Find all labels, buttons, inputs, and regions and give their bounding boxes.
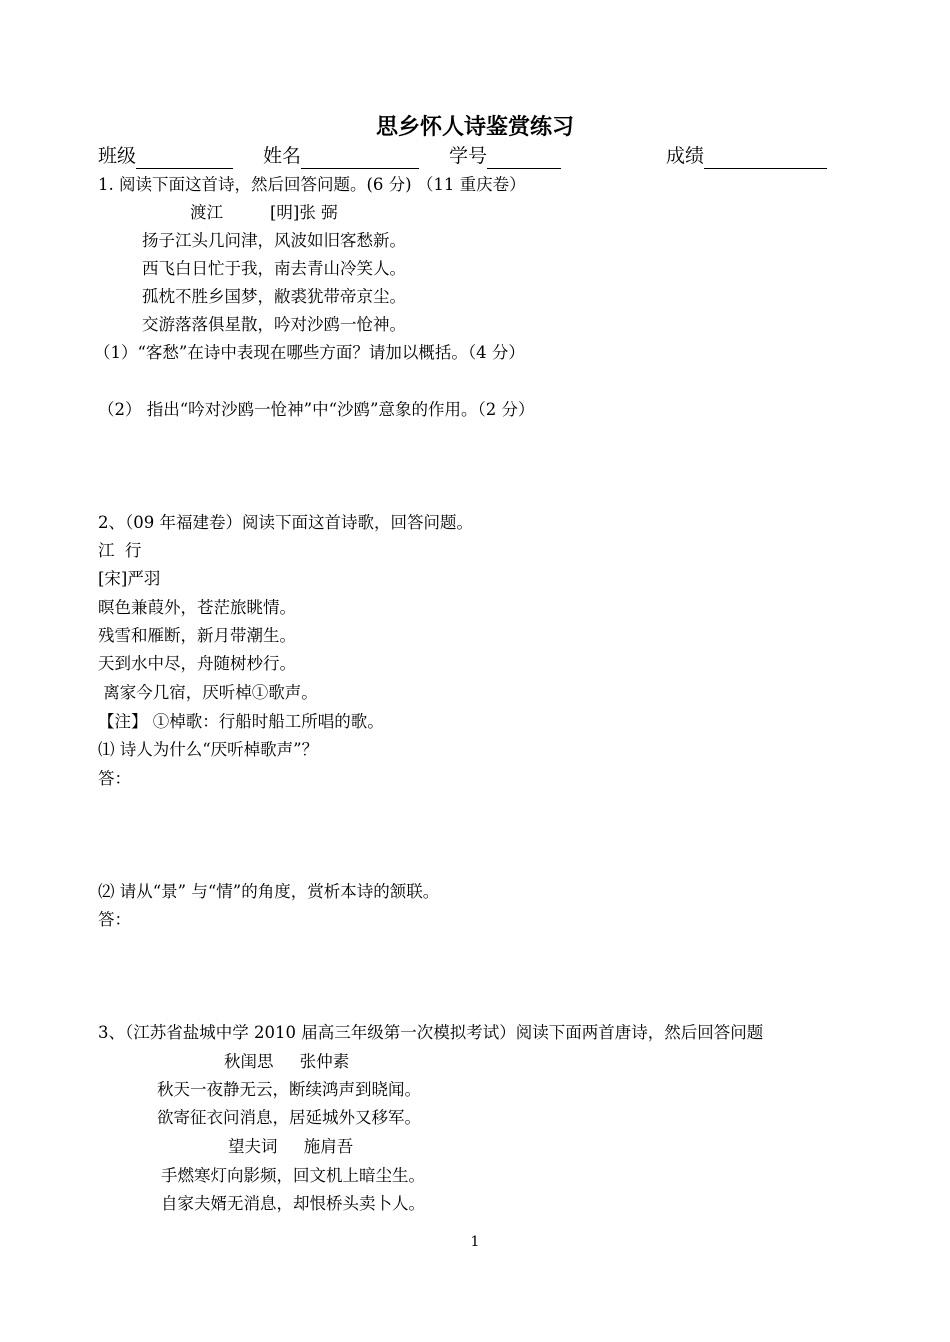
class-field (98, 143, 233, 169)
q1-poem-author: [明]张 弼 (270, 203, 338, 222)
q2-sub-question-1: ⑴ 诗人为什么“厌听棹歌声”？ (98, 740, 319, 759)
q2-answer-1: 答： (98, 769, 131, 788)
score-blank (704, 148, 827, 169)
q2-poem-line: 离家今几宿，厌听棹①歌声。 (98, 683, 318, 702)
name-field (263, 143, 419, 169)
student-number-field (449, 143, 561, 169)
name-label: 姓名 (263, 145, 302, 167)
q3-stem: 3、（江苏省盐城中学 2010 届高三年级第一次模拟考试）阅读下面两首唐诗，然后回答问题 (98, 1023, 764, 1042)
student-number-blank (487, 148, 561, 169)
q2-note: 【注】 ①棹歌：行船时船工所唱的歌。 (98, 712, 384, 731)
q3-poem1-heading: 秋闺思 张仲素 (224, 1052, 350, 1071)
name-blank (301, 148, 419, 169)
q1-poem-line: 西飞白日忙于我，南去青山冷笑人。 (142, 259, 406, 278)
class-blank (136, 148, 233, 169)
q1-stem: 1. 阅读下面这首诗，然后回答问题。(6 分) （11 重庆卷） (98, 175, 526, 194)
q2-poem-line: 残雪和雁断，新月带潮生。 (98, 626, 296, 645)
q2-poem-line: 暝色兼葭外，苍茫旅眺情。 (98, 598, 296, 617)
student-number-label: 学号 (449, 145, 488, 167)
q3-poem2-heading: 望夫词 施肩吾 (228, 1137, 354, 1156)
class-label: 班级 (98, 145, 137, 167)
q1-poem-line: 扬子江头几问津，风波如旧客愁新。 (142, 231, 406, 250)
q2-poem-title: 江 行 (98, 541, 142, 560)
q1-sub-question-2: （2） 指出“吟对沙鸥一怆神”中“沙鸥”意象的作用。（2 分） (98, 400, 535, 419)
q1-sub-question-1: （1）“客愁”在诗中表现在哪些方面？请加以概括。（4 分） (94, 343, 525, 362)
page-number: 1 (470, 1234, 480, 1250)
q3-poem2-line: 手燃寒灯向影频，回文机上暗尘生。 (161, 1166, 425, 1185)
q3-poem2-line: 自家夫婿无消息，却恨桥头卖卜人。 (161, 1194, 425, 1213)
score-label: 成绩 (666, 145, 705, 167)
q1-poem-title: 渡江 (190, 203, 223, 222)
score-field (666, 143, 827, 169)
q1-poem-line: 孤枕不胜乡国梦，敝裘犹带帝京尘。 (142, 287, 406, 306)
q2-sub-question-2: ⑵ 请从“景” 与“情”的角度，赏析本诗的颔联。 (98, 882, 440, 901)
q3-poem1-line: 秋天一夜静无云，断续鸿声到晓闻。 (157, 1080, 421, 1099)
q2-answer-2: 答： (98, 910, 131, 929)
q2-poem-author: [宋]严羽 (98, 569, 161, 588)
q2-stem: 2、（09 年福建卷）阅读下面这首诗歌，回答问题。 (98, 513, 473, 532)
page-title: 思乡怀人诗鉴赏练习 (375, 115, 574, 140)
q2-poem-line: 天到水中尽，舟随树杪行。 (98, 654, 296, 673)
q1-poem-line: 交游落落俱星散，吟对沙鸥一怆神。 (142, 315, 406, 334)
q3-poem1-line: 欲寄征衣问消息，居延城外又移军。 (157, 1108, 421, 1127)
